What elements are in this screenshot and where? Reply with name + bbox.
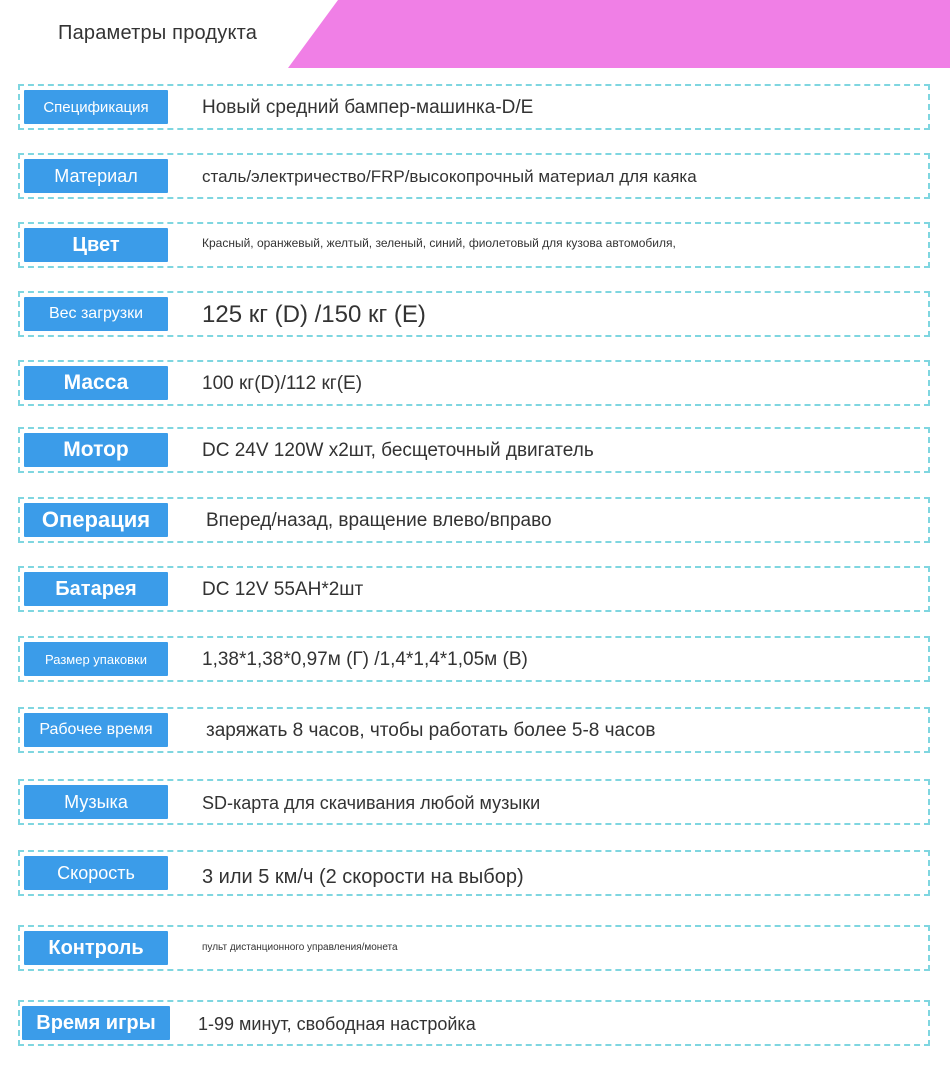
row-value: Новый средний бампер-машинка-D/E [202, 97, 534, 118]
row-label: Спецификация [24, 90, 168, 124]
row-value: сталь/электричество/FRP/высокопрочный материал для каяка [202, 167, 697, 186]
row-value: Вперед/назад, вращение влево/вправо [206, 510, 552, 531]
row-value: 125 кг (D) /150 кг (E) [202, 301, 426, 328]
spec-row-load-weight [18, 291, 930, 337]
row-label: Размер упаковки [24, 642, 168, 676]
spec-row-operation [18, 497, 930, 543]
row-label: Операция [24, 503, 168, 537]
row-label: Контроль [24, 931, 168, 965]
row-label: Музыка [24, 785, 168, 819]
spec-row-control [18, 925, 930, 971]
row-value: пульт дистанционного управления/монета [202, 941, 398, 953]
row-value: Красный, оранжевый, желтый, зеленый, синий, фиолетовый для кузова автомобиля, [202, 236, 676, 250]
spec-row-battery [18, 566, 930, 612]
spec-row-motor [18, 427, 930, 473]
row-value: 1,38*1,38*0,97м (Г) /1,4*1,4*1,05м (В) [202, 649, 528, 670]
row-value: DC 24V 120W x2шт, бесщеточный двигатель [202, 440, 594, 461]
row-label: Батарея [24, 572, 168, 606]
row-value: заряжать 8 часов, чтобы работать более 5-8 часов [206, 720, 656, 741]
page-title: Параметры продукта [58, 22, 258, 44]
spec-row-mass [18, 360, 930, 406]
row-value: 1-99 минут, свободная настройка [198, 1013, 476, 1034]
row-label: Мотор [24, 433, 168, 467]
spec-row-package-size [18, 636, 930, 682]
row-label: Материал [24, 159, 168, 193]
row-value: SD-карта для скачивания любой музыки [202, 792, 541, 813]
spec-row-working-time [18, 707, 930, 753]
row-value: DC 12V 55AH*2шт [202, 579, 364, 600]
spec-row-specification [18, 84, 930, 130]
row-label: Скорость [24, 856, 168, 890]
spec-row-color [18, 222, 930, 268]
row-label: Рабочее время [24, 713, 168, 747]
row-value: 3 или 5 км/ч (2 скорости на выбор) [202, 865, 524, 888]
spec-row-speed [18, 850, 930, 896]
row-value: 100 кг(D)/112 кг(E) [202, 373, 363, 394]
row-label: Вес загрузки [24, 297, 168, 331]
row-label: Время игры [22, 1006, 170, 1040]
row-label: Цвет [24, 228, 168, 262]
row-label: Масса [24, 366, 168, 400]
spec-row-play-time [18, 1000, 930, 1046]
spec-row-material [18, 153, 930, 199]
spec-row-music [18, 779, 930, 825]
